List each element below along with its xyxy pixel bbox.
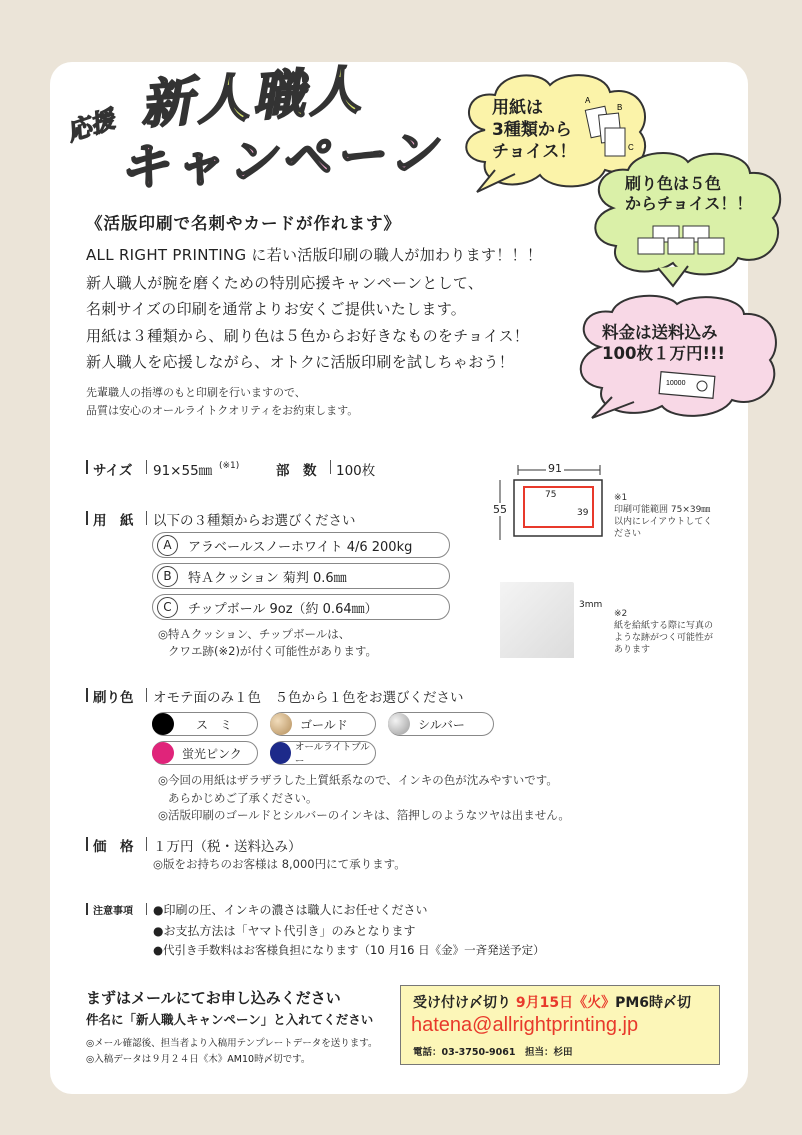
diagram1-note: [614, 492, 712, 541]
diagram1-note-line2: 以内にレイアウトしてく: [614, 517, 713, 528]
apply-subject: 件名に「新人職人キャンペーン」と入れてください: [86, 1012, 374, 1027]
intro-small-2: 品質は安心のオールライトクオリティをお約束します。: [86, 404, 359, 417]
paper-label-bar: [86, 511, 88, 525]
paper-note-2: クワエ跡(※2)が付く可能性があります。: [168, 644, 378, 658]
money-bill-icon: [659, 372, 715, 399]
diagram1-note-line3: ださい: [614, 529, 642, 540]
size-value: 91×55㎜: [153, 463, 213, 479]
ink-cloud-line2: からチョイス！！: [625, 194, 753, 214]
size-label: サイズ: [93, 463, 133, 479]
lead-heading: 《活版印刷で名刺やカードが作れます》: [86, 214, 401, 233]
ink-cloud: [588, 148, 788, 288]
ink-swatch-sumi: [152, 713, 174, 735]
paper-option-b: [152, 563, 450, 589]
diagram2-note-line2: ような跡がつく可能性が: [614, 633, 714, 644]
ink-swatch-blue: [270, 742, 291, 764]
ink-option-gold: [270, 712, 376, 736]
price-label: 価 格: [93, 839, 134, 855]
apply-note-2: ◎入稿データは９月２４日《木》AM10時〆切です。: [86, 1054, 311, 1065]
paper-cloud-line2: 3種類から: [492, 119, 572, 140]
price-label-bar: [86, 837, 88, 851]
title-line1: 新人職人: [138, 60, 367, 136]
paper-option-c-letter: C: [157, 597, 178, 618]
caution-divider: [146, 903, 147, 915]
ink-note-2: あらかじめご了承ください。: [168, 791, 318, 805]
price-note: ◎版をお持ちのお客様は 8,000円にて承ります。: [153, 857, 406, 871]
diagram-height-label: 55: [493, 503, 507, 516]
price-value: １万円（税・送料込み）: [153, 839, 302, 855]
ink-option-pink-label: 蛍光ピンク: [182, 746, 242, 761]
ink-swatch-silver: [388, 713, 410, 735]
count-divider: [330, 460, 331, 474]
count-label: 部 数: [276, 463, 317, 479]
diagram1-note-line1: 印刷可能範囲 75×39㎜: [614, 505, 711, 516]
ink-option-blue: [270, 741, 376, 765]
price-cloud-line1: 料金は送料込み: [602, 323, 718, 342]
sheet-label-a: A: [585, 96, 591, 105]
intro-line-2: 新人職人が腕を磨くための特別応援キャンペーンとして、: [86, 274, 484, 292]
paper-cloud-line1: 用紙は: [492, 98, 543, 118]
paper-option-a: [152, 532, 450, 558]
paper-intro: 以下の３種類からお選びください: [153, 513, 356, 529]
price-cloud-text: [602, 322, 725, 364]
paper-cloud-text: [492, 98, 576, 163]
ink-intro: オモテ面のみ１色 ５色から１色をお選びください: [153, 690, 464, 706]
apply-heading: まずはメールにてお申し込みください: [86, 989, 341, 1007]
ink-note-3: ◎活版印刷のゴールドとシルバーのインキは、箔押しのようなツヤは出ません。: [158, 808, 570, 822]
ink-note-1: ◎今回の用紙はザラザラした上質紙系なので、インキの色が沈みやすいです。: [158, 773, 558, 787]
title-badge: 応援: [63, 105, 118, 147]
ink-cloud-text: [625, 174, 752, 215]
diagram2-note-line3: あります: [614, 645, 651, 656]
price-cloud-line2: 100枚１万円!!!: [602, 344, 726, 364]
caution-item-3: ●代引き手数料はお客様負担になります（10 月16 日《金》一斉発送予定）: [153, 943, 545, 957]
deadline-suffix: PM6時〆切: [615, 995, 692, 1011]
paper-option-c-name: チップボール 9oz（約 0.64㎜）: [188, 601, 378, 617]
paper-option-a-name: アラベールスノーホワイト 4/6 200kg: [188, 539, 413, 555]
paper-label: 用 紙: [93, 513, 134, 529]
diagram1-note-title: ※1: [614, 493, 628, 503]
bill-amount: 10000: [666, 380, 686, 387]
intro-line-5: 新人職人を応援しながら、オトクに活版印刷を試しちゃおう！: [86, 353, 515, 371]
paper-edge-depth: 3mm: [579, 600, 603, 610]
contact-box: [400, 985, 720, 1065]
diagram2-note-line1: 紙を給紙する際に写真の: [614, 621, 714, 632]
ink-cloud-line1: 刷り色は５色: [625, 174, 722, 193]
intro-line-4: 用紙は３種類から、刷り色は５色からお好きなものをチョイス！: [86, 327, 530, 345]
intro-line-1: ALL RIGHT PRINTING に若い活版印刷の職人が加わります！！！: [86, 246, 543, 264]
paper-divider: [146, 511, 147, 525]
count-value: 100枚: [336, 463, 376, 479]
paper-option-b-letter: B: [157, 566, 178, 587]
ink-divider: [146, 688, 147, 702]
paper-note-1: ◎特Ａクッション、チップボールは、: [158, 627, 351, 641]
caution-item-2: ●お支払方法は「ヤマト代引き」のみとなります: [153, 924, 416, 938]
ink-option-blue-label: オールライトブルー: [294, 742, 370, 767]
ink-option-sumi: [152, 712, 258, 736]
contact-email[interactable]: hatena@allrightprinting.jp: [411, 1014, 639, 1036]
paper-cloud-line3: チョイス！: [492, 141, 577, 162]
caution-label: 注意事項: [93, 906, 133, 917]
size-label-bar: [86, 460, 88, 474]
paper-option-a-letter: A: [157, 535, 178, 556]
diagram-inner-height: 39: [577, 508, 589, 518]
size-divider: [146, 460, 147, 474]
deadline-date: 9月15日《火》: [515, 995, 616, 1011]
price-divider: [146, 837, 147, 851]
apply-note-1: ◎メール確認後、担当者より入稿用テンプレートデータを送ります。: [86, 1038, 378, 1049]
caution-item-1: ●印刷の圧、インキの濃さは職人にお任せください: [153, 903, 428, 917]
ink-option-sumi-label: ス ミ: [196, 717, 233, 732]
diagram2-note: [614, 608, 713, 657]
paper-option-b-name: 特Ａクッション 菊判 0.6㎜: [188, 570, 347, 586]
ink-option-gold-label: ゴールド: [300, 717, 348, 732]
ink-label-bar: [86, 688, 88, 702]
size-note-ref: (※1): [219, 461, 240, 471]
ink-swatch-pink: [152, 742, 174, 764]
ink-label: 刷り色: [93, 690, 134, 706]
ink-option-silver-label: シルバー: [418, 717, 465, 732]
paper-edge-photo: [500, 582, 574, 658]
deadline-line: [413, 992, 691, 1012]
deadline-prefix: 受け付け〆切り: [413, 995, 516, 1011]
intro-line-3: 名刺サイズの印刷を通常よりお安くご提供いたします。: [86, 300, 467, 318]
diagram-inner-width: 75: [545, 490, 557, 500]
caution-label-bar: [86, 903, 88, 915]
ink-swatch-gold: [270, 713, 292, 735]
paper-option-c: [152, 594, 450, 620]
ink-option-silver: [388, 712, 494, 736]
intro-small-1: 先輩職人の指導のもと印刷を行いますので、: [86, 386, 306, 399]
contact-phone: 電話：03-3750-9061 担当：杉田: [413, 1047, 573, 1058]
title-line2: キャンペーン: [116, 122, 443, 198]
sheet-label-c: C: [628, 143, 634, 152]
ink-option-pink: [152, 741, 258, 765]
sheet-label-b: B: [617, 103, 623, 112]
diagram2-note-title: ※2: [614, 609, 628, 619]
diagram-width-label: 91: [548, 462, 562, 475]
